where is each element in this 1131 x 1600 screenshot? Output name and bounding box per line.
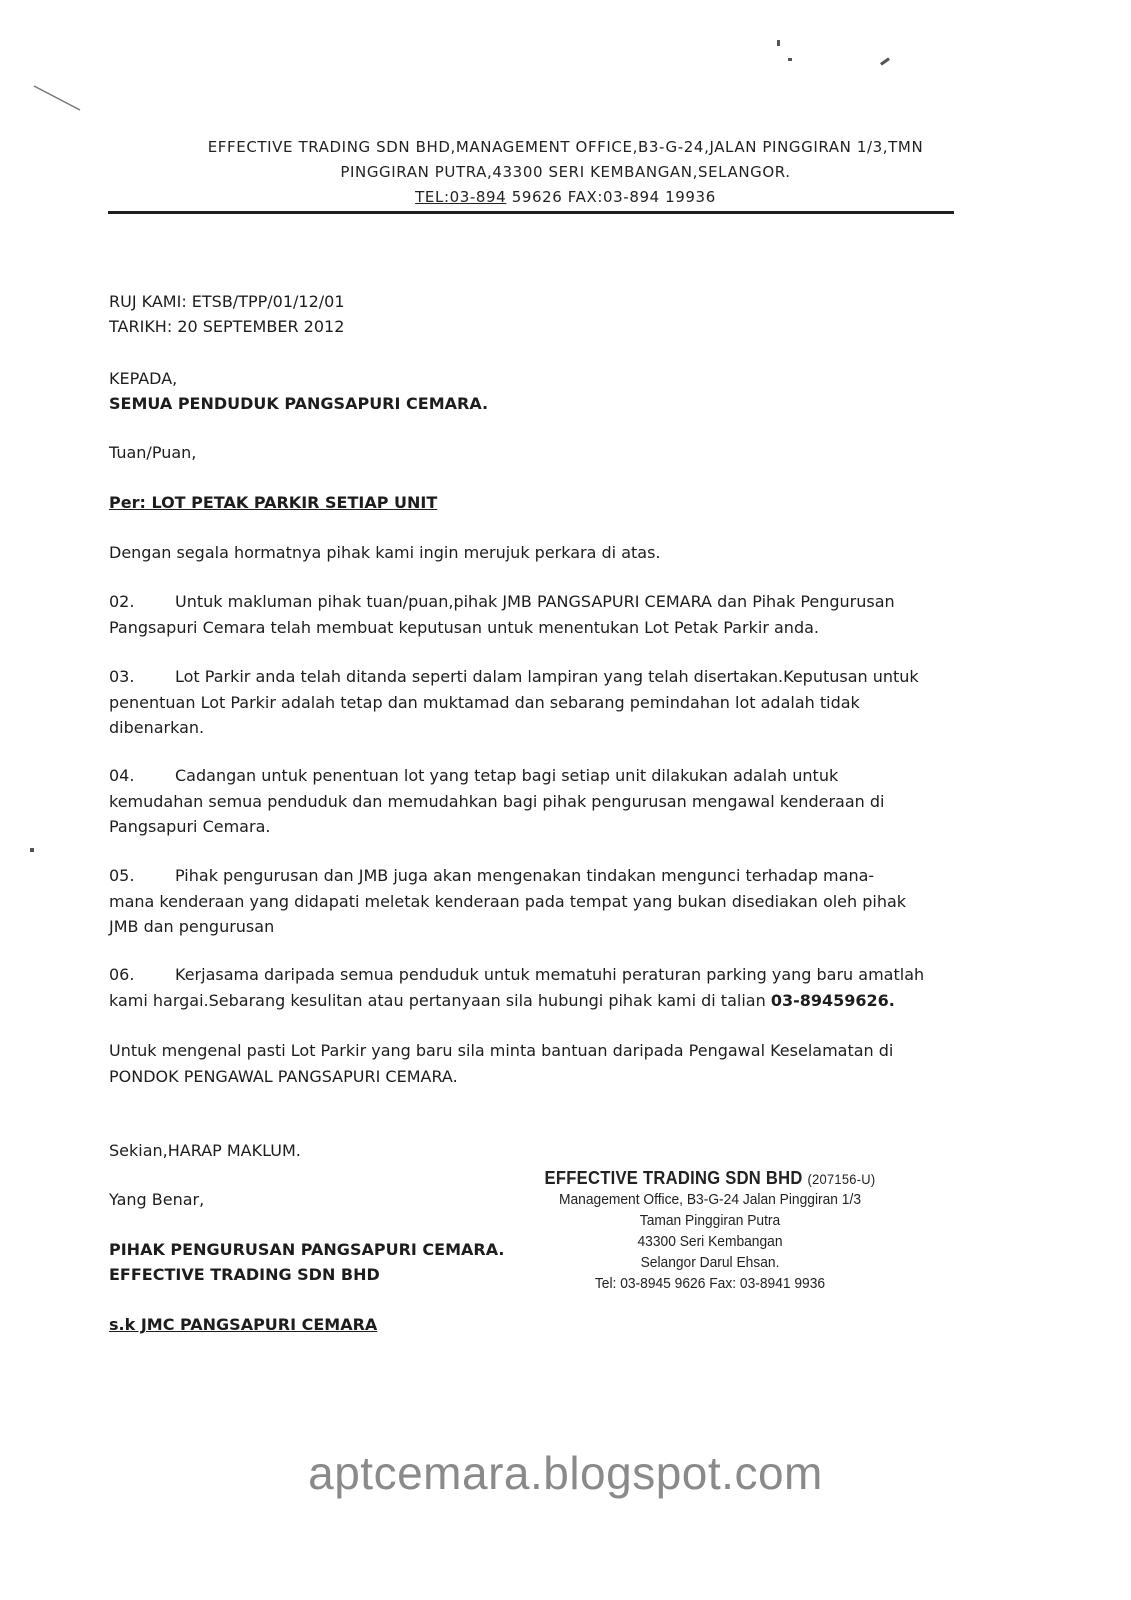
sekian-line: Sekian,HARAP MAKLUM. (109, 1141, 301, 1160)
paragraph-line: Pangsapuri Cemara. (109, 817, 271, 836)
letterhead-line-3 (0, 188, 1131, 206)
salutation: Tuan/Puan, (109, 443, 197, 462)
paragraph-line: Cadangan untuk penentuan lot yang tetap bagi setiap unit dilakukan adalah untuk (175, 766, 839, 785)
paragraph-line: Pihak pengurusan dan JMB juga akan mengenakan tindakan mengunci terhadap mana- (175, 866, 875, 885)
paragraph-05 (109, 863, 954, 940)
paragraph-number: 03. (109, 667, 135, 686)
paragraph-line: kemudahan semua penduduk dan memudahkan bagi pihak pengurusan mengawal kenderaan di (109, 791, 885, 811)
signatory-org-1: PIHAK PENGURUSAN PANGSAPURI CEMARA. (109, 1240, 505, 1259)
paragraph-number: 02. (109, 592, 135, 611)
stamp-address-line: 43300 Seri Kembangan (637, 1233, 783, 1250)
paragraph-line: penentuan Lot Parkir adalah tetap dan muktamad dan sebarang pemindahan lot adalah tidak (109, 692, 860, 712)
paragraph-04 (109, 763, 954, 840)
stamp-address-line: Management Office, B3-G-24 Jalan Pinggiran 1/3 (559, 1191, 861, 1208)
scan-speck (880, 57, 890, 65)
company-stamp (520, 1168, 900, 1294)
intro-paragraph: Dengan segala hormatnya pihak kami ingin merujuk perkara di atas. (109, 543, 661, 562)
subject-line: Per: LOT PETAK PARKIR SETIAP UNIT (109, 493, 438, 512)
paragraph-number: 04. (109, 766, 135, 785)
paragraph-number: 06. (109, 965, 135, 984)
paragraph-line: dibenarkan. (109, 718, 205, 737)
yang-benar-line: Yang Benar, (109, 1190, 205, 1209)
closing-note-line: PONDOK PENGAWAL PANGSAPURI CEMARA. (109, 1066, 458, 1086)
paragraph-line: mana kenderaan yang didapati meletak kenderaan pada tempat yang bukan disediakan oleh pihak (109, 891, 907, 911)
paragraph-line: Pangsapuri Cemara telah membuat keputusan untuk menentukan Lot Petak Parkir anda. (109, 617, 819, 637)
paragraph-06 (109, 962, 954, 1013)
letterhead-tel-fax: 59626 FAX:03-894 19936 (506, 188, 716, 206)
closing-note-line: Untuk mengenal pasti Lot Parkir yang baru sila minta bantuan daripada Pengawal Keselamatan di (109, 1041, 894, 1060)
letterhead-rule (108, 211, 954, 214)
stamp-registration: (207156-U) (807, 1171, 876, 1187)
paragraph-number: 05. (109, 866, 135, 885)
stamp-company-name (535, 1168, 885, 1189)
stamp-address-line: Selangor Darul Ehsan. (640, 1254, 780, 1271)
letter-date: TARIKH: 20 SEPTEMBER 2012 (109, 317, 345, 336)
scan-speck (788, 58, 792, 61)
paragraph-03 (109, 664, 954, 741)
paragraph-line: Lot Parkir anda telah ditanda seperti dalam lampiran yang telah disertakan.Keputusan untuk (175, 667, 919, 686)
reference-number: RUJ KAMI: ETSB/TPP/01/12/01 (109, 292, 345, 311)
scan-artifact-mark (30, 80, 90, 120)
letterhead-line-2: PINGGIRAN PUTRA,43300 SERI KEMBANGAN,SELANGOR. (340, 163, 791, 181)
cc-line: s.k JMC PANGSAPURI CEMARA (109, 1315, 378, 1334)
recipient-name: SEMUA PENDUDUK PANGSAPURI CEMARA. (109, 394, 489, 413)
paragraph-line: Untuk makluman pihak tuan/puan,pihak JMB PANGSAPURI CEMARA dan Pihak Pengurusan (175, 592, 895, 611)
paragraph-line: JMB dan pengurusan (109, 917, 275, 936)
letterhead-line-1: EFFECTIVE TRADING SDN BHD,MANAGEMENT OFFICE,B3-G-24,JALAN PINGGIRAN 1/3,TMN (207, 138, 924, 156)
stamp-name: EFFECTIVE TRADING SDN BHD (544, 1168, 803, 1188)
contact-phone: 03-89459626. (770, 990, 895, 1010)
closing-note (109, 1038, 954, 1089)
signatory-org-2: EFFECTIVE TRADING SDN BHD (109, 1265, 380, 1284)
scan-speck (777, 40, 780, 46)
stamp-contact-line: Tel: 03-8945 9626 Fax: 03-8941 9936 (594, 1275, 826, 1292)
paragraph-02 (109, 589, 954, 640)
paragraph-line: kami hargai.Sebarang kesulitan atau pertanyaan sila hubungi pihak kami di talian (109, 990, 771, 1010)
scan-speck (30, 848, 34, 852)
stamp-address-line: Taman Pinggiran Putra (639, 1212, 781, 1229)
paragraph-line: Kerjasama daripada semua penduduk untuk mematuhi peraturan parking yang baru amatlah (175, 965, 925, 984)
blog-watermark: aptcemara.blogspot.com (308, 1447, 823, 1499)
letterhead-tel-label: TEL:03-894 (415, 188, 507, 206)
recipient-label: KEPADA, (109, 369, 178, 388)
